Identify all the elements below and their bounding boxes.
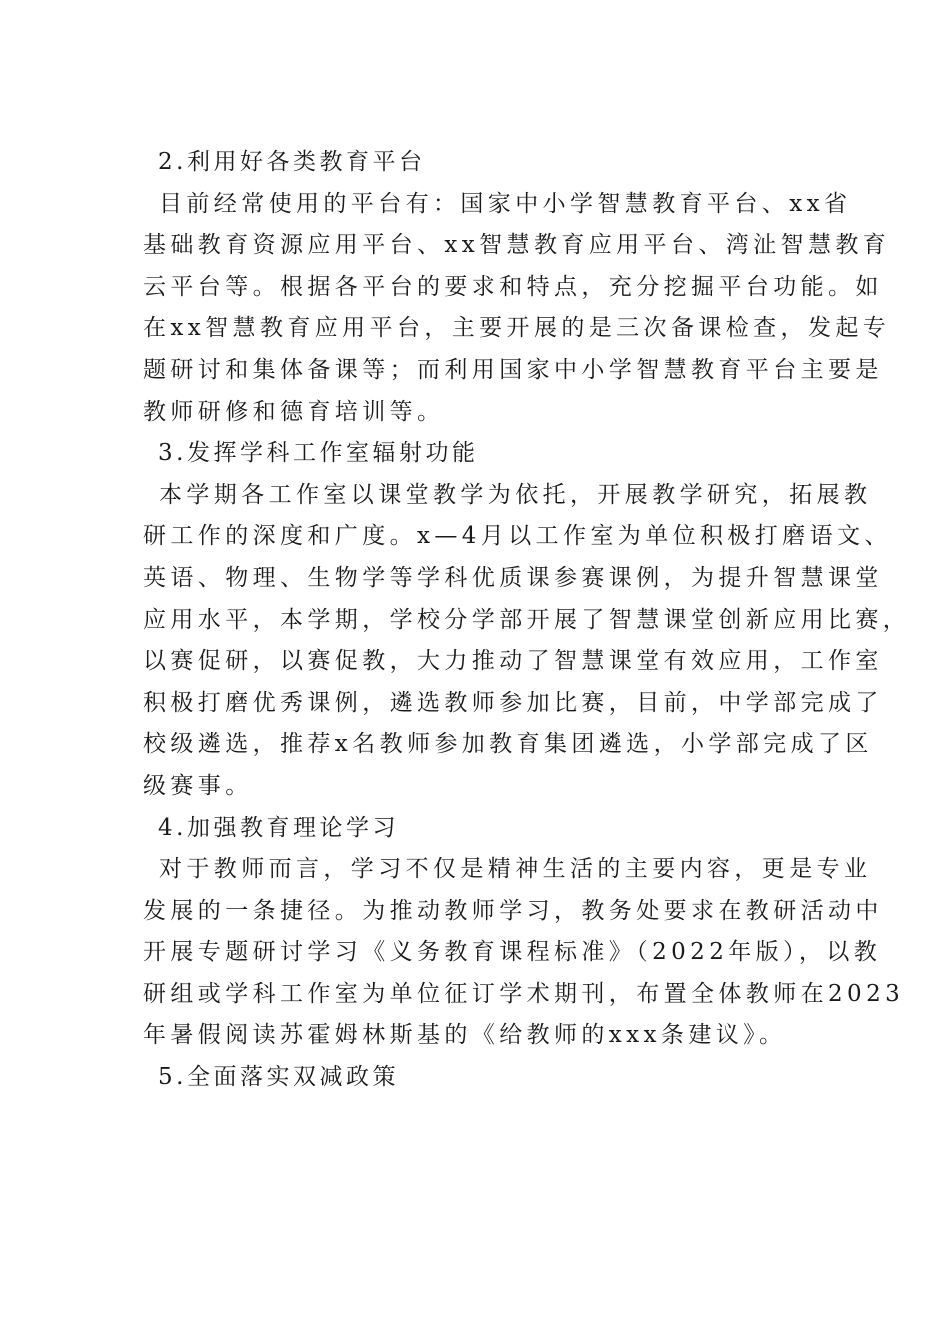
section-heading: 5.全面落实双减政策	[158, 1064, 399, 1091]
paragraph-line: 在xx智慧教育应用平台，主要开展的是三次备课检查，发起专	[143, 315, 891, 342]
paragraph-line: 云平台等。根据各平台的要求和特点，充分挖掘平台功能。如	[143, 273, 883, 300]
paragraph-line: 教师研修和德育培训等。	[143, 398, 445, 425]
paragraph-line: 积极打磨优秀课例，遴选教师参加比赛，目前，中学部完成了	[143, 689, 883, 716]
paragraph-line: 研工作的深度和广度。x—4月以工作室为单位积极打磨语文、	[143, 523, 892, 550]
paragraph-line: 英语、物理、生物学等学科优质课参赛课例，为提升智慧课堂	[143, 564, 883, 591]
paragraph-line: 年暑假阅读苏霍姆林斯基的《给教师的xxx条建议》。	[143, 1022, 787, 1049]
paragraph-line: 本学期各工作室以课堂教学为依托，开展教学研究，拓展教	[159, 481, 872, 508]
paragraph-line: 研组或学科工作室为单位征订学术期刊，布置全体教师在2023	[143, 980, 905, 1007]
section-heading: 2.利用好各类教育平台	[158, 149, 426, 175]
paragraph-line: 应用水平，本学期，学校分学部开展了智慧课堂创新应用比赛，	[143, 606, 911, 633]
paragraph-line: 校级遴选，推荐x名教师参加教育集团遴选，小学部完成了区	[143, 731, 873, 758]
paragraph-line: 级赛事。	[143, 772, 253, 799]
paragraph-line: 发展的一条捷径。为推动教师学习，教务处要求在教研活动中	[143, 897, 883, 924]
paragraph-line: 以赛促研，以赛促教，大力推动了智慧课堂有效应用，工作室	[143, 648, 883, 675]
paragraph-line: 题研讨和集体备课等；而利用国家中小学智慧教育平台主要是	[143, 356, 883, 383]
paragraph-line: 目前经常使用的平台有：国家中小学智慧教育平台、xx省	[159, 190, 852, 217]
paragraph-line: 对于教师而言，学习不仅是精神生活的主要内容，更是专业	[159, 856, 872, 883]
paragraph-line: 开展专题研讨学习《义务教育课程标准》（2022年版），以教	[143, 939, 882, 966]
paragraph-line: 基础教育资源应用平台、xx智慧教育应用平台、湾沚智慧教育	[143, 232, 891, 259]
section-heading: 4.加强教育理论学习	[158, 814, 399, 841]
section-heading: 3.发挥学科工作室辐射功能	[158, 440, 479, 467]
document-page	[143, 142, 911, 1099]
